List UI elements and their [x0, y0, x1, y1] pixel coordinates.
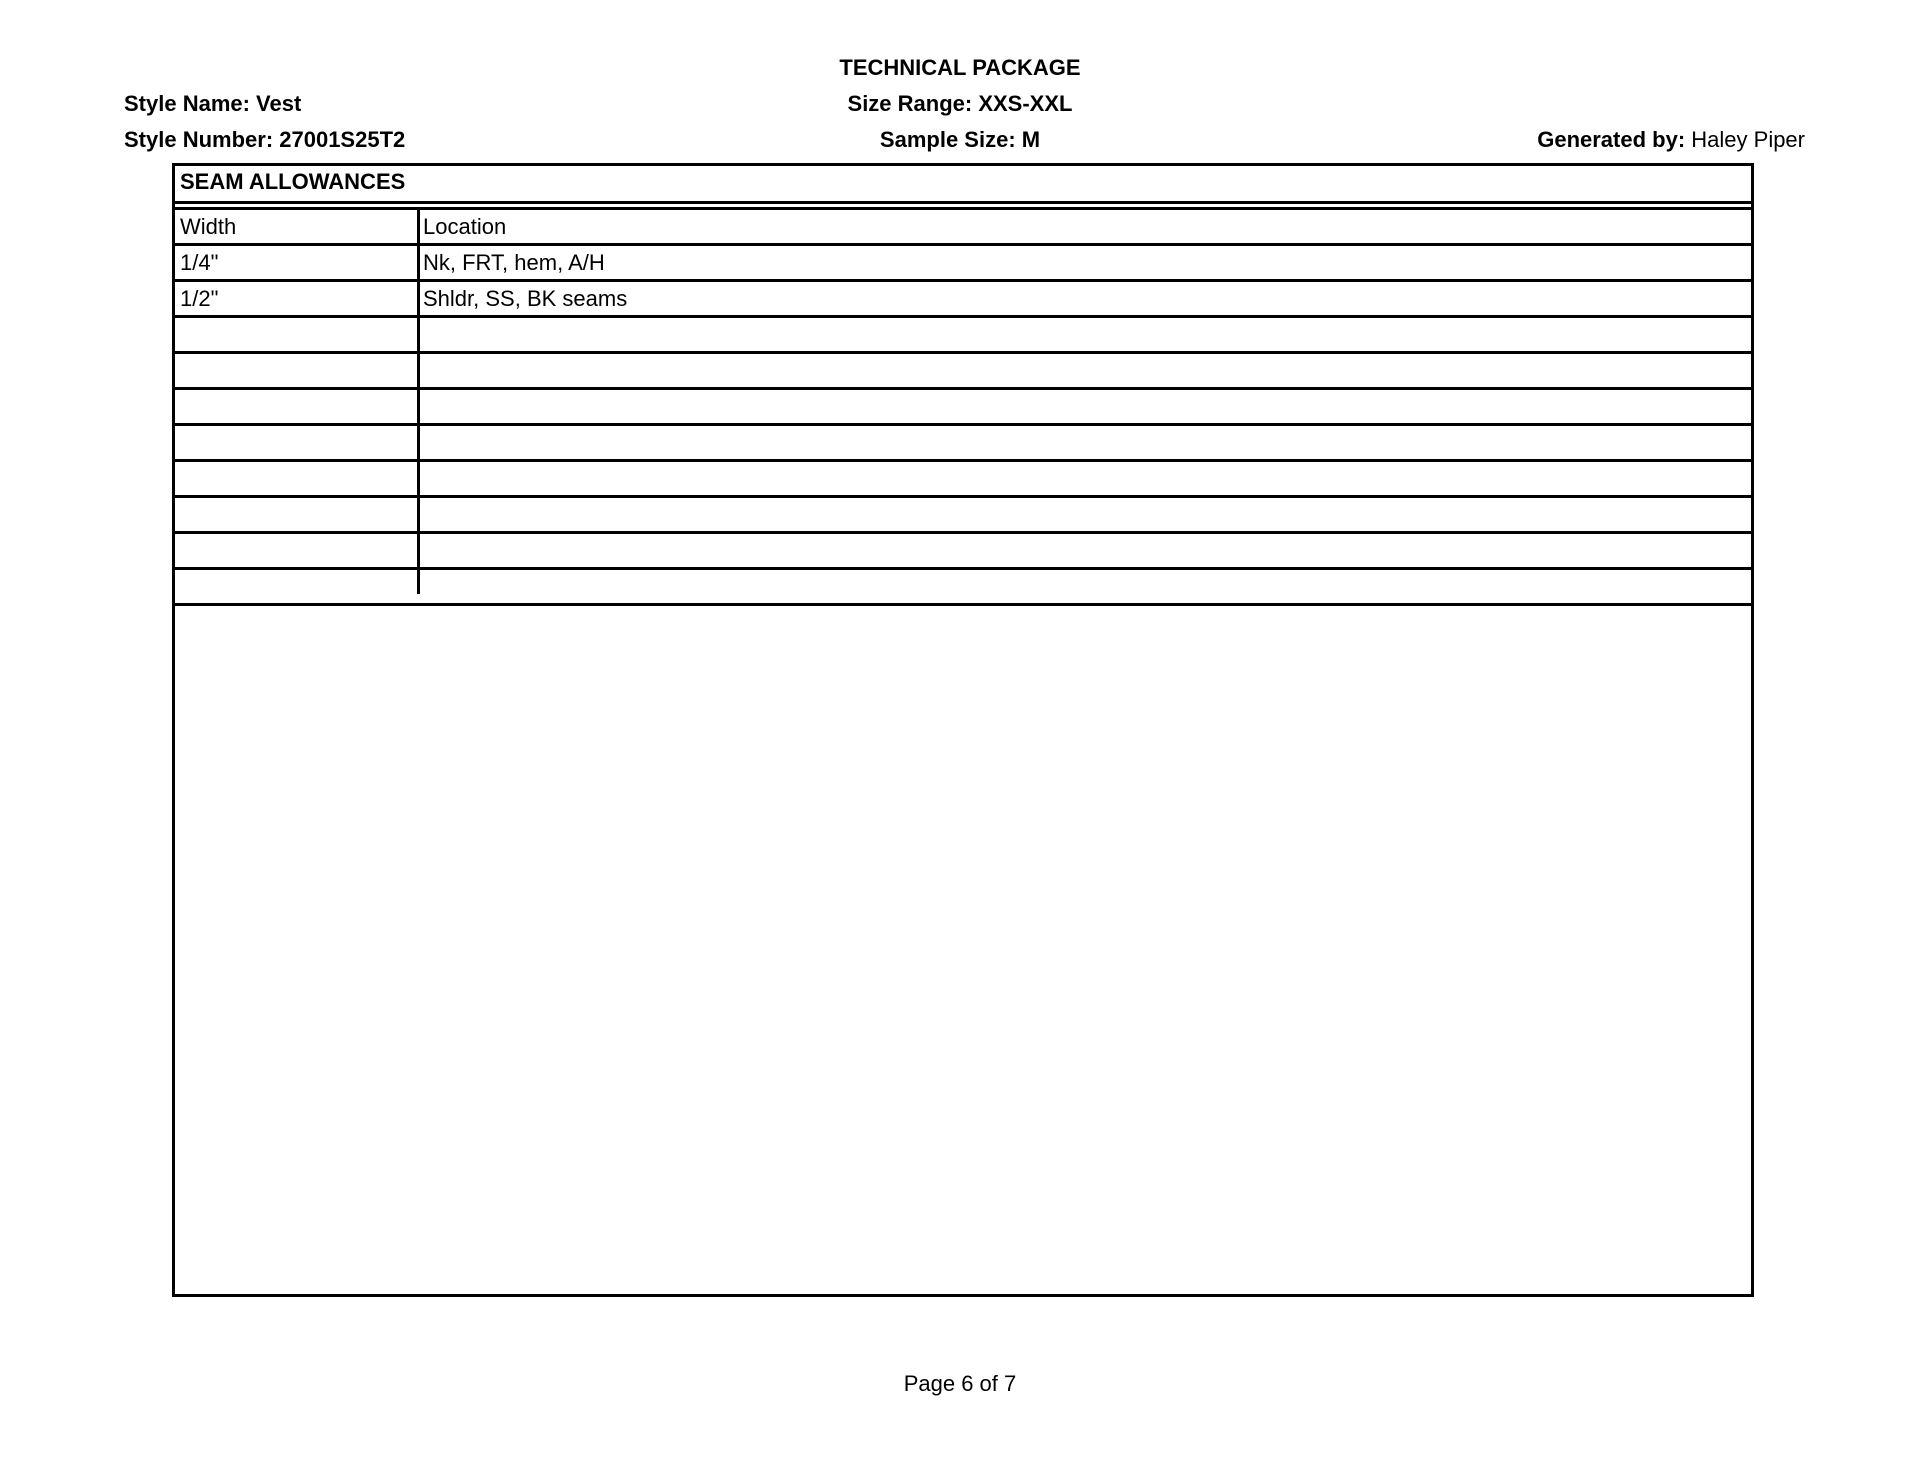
style-name: Style Name: Vest: [124, 91, 302, 116]
size-range: Size Range: XXS-XXL: [847, 91, 1073, 116]
column-divider: [417, 210, 420, 594]
width-cell: [180, 462, 415, 495]
table-row: [175, 462, 1751, 498]
width-cell: [180, 354, 415, 387]
table-row: [175, 282, 1751, 318]
table-row: [175, 426, 1751, 462]
table-row: [175, 318, 1751, 354]
width-cell: [180, 390, 415, 423]
table-row: [175, 246, 1751, 282]
sample-size: Sample Size: M: [879, 127, 1041, 152]
seam-allowances-table: [172, 163, 1754, 1297]
document-title: TECHNICAL PACKAGE: [839, 55, 1081, 80]
width-cell: [180, 498, 415, 531]
table-row: [175, 498, 1751, 534]
table-row: [175, 534, 1751, 570]
table-header-row: [175, 210, 1751, 246]
table-row: [175, 390, 1751, 426]
column-header-location: Location: [423, 214, 507, 239]
generated-by-label: Generated by:: [1537, 127, 1686, 152]
width-cell: [180, 534, 415, 567]
notes-area: [175, 594, 1751, 1294]
width-cell: [180, 426, 415, 459]
generated-by: [1537, 126, 1805, 154]
generated-by-name: Haley Piper: [1691, 127, 1805, 152]
page-number: Page 6 of 7: [903, 1371, 1017, 1396]
width-cell: 1/2": [180, 286, 219, 311]
table-row: [175, 354, 1751, 390]
style-number: Style Number: 27001S25T2: [124, 127, 406, 152]
column-header-width: Width: [180, 214, 237, 239]
width-cell: [180, 318, 415, 351]
section-title: SEAM ALLOWANCES: [175, 166, 1751, 204]
location-cell: Shldr, SS, BK seams: [423, 286, 628, 311]
width-cell: 1/4": [180, 250, 219, 275]
location-cell: Nk, FRT, hem, A/H: [423, 250, 605, 275]
